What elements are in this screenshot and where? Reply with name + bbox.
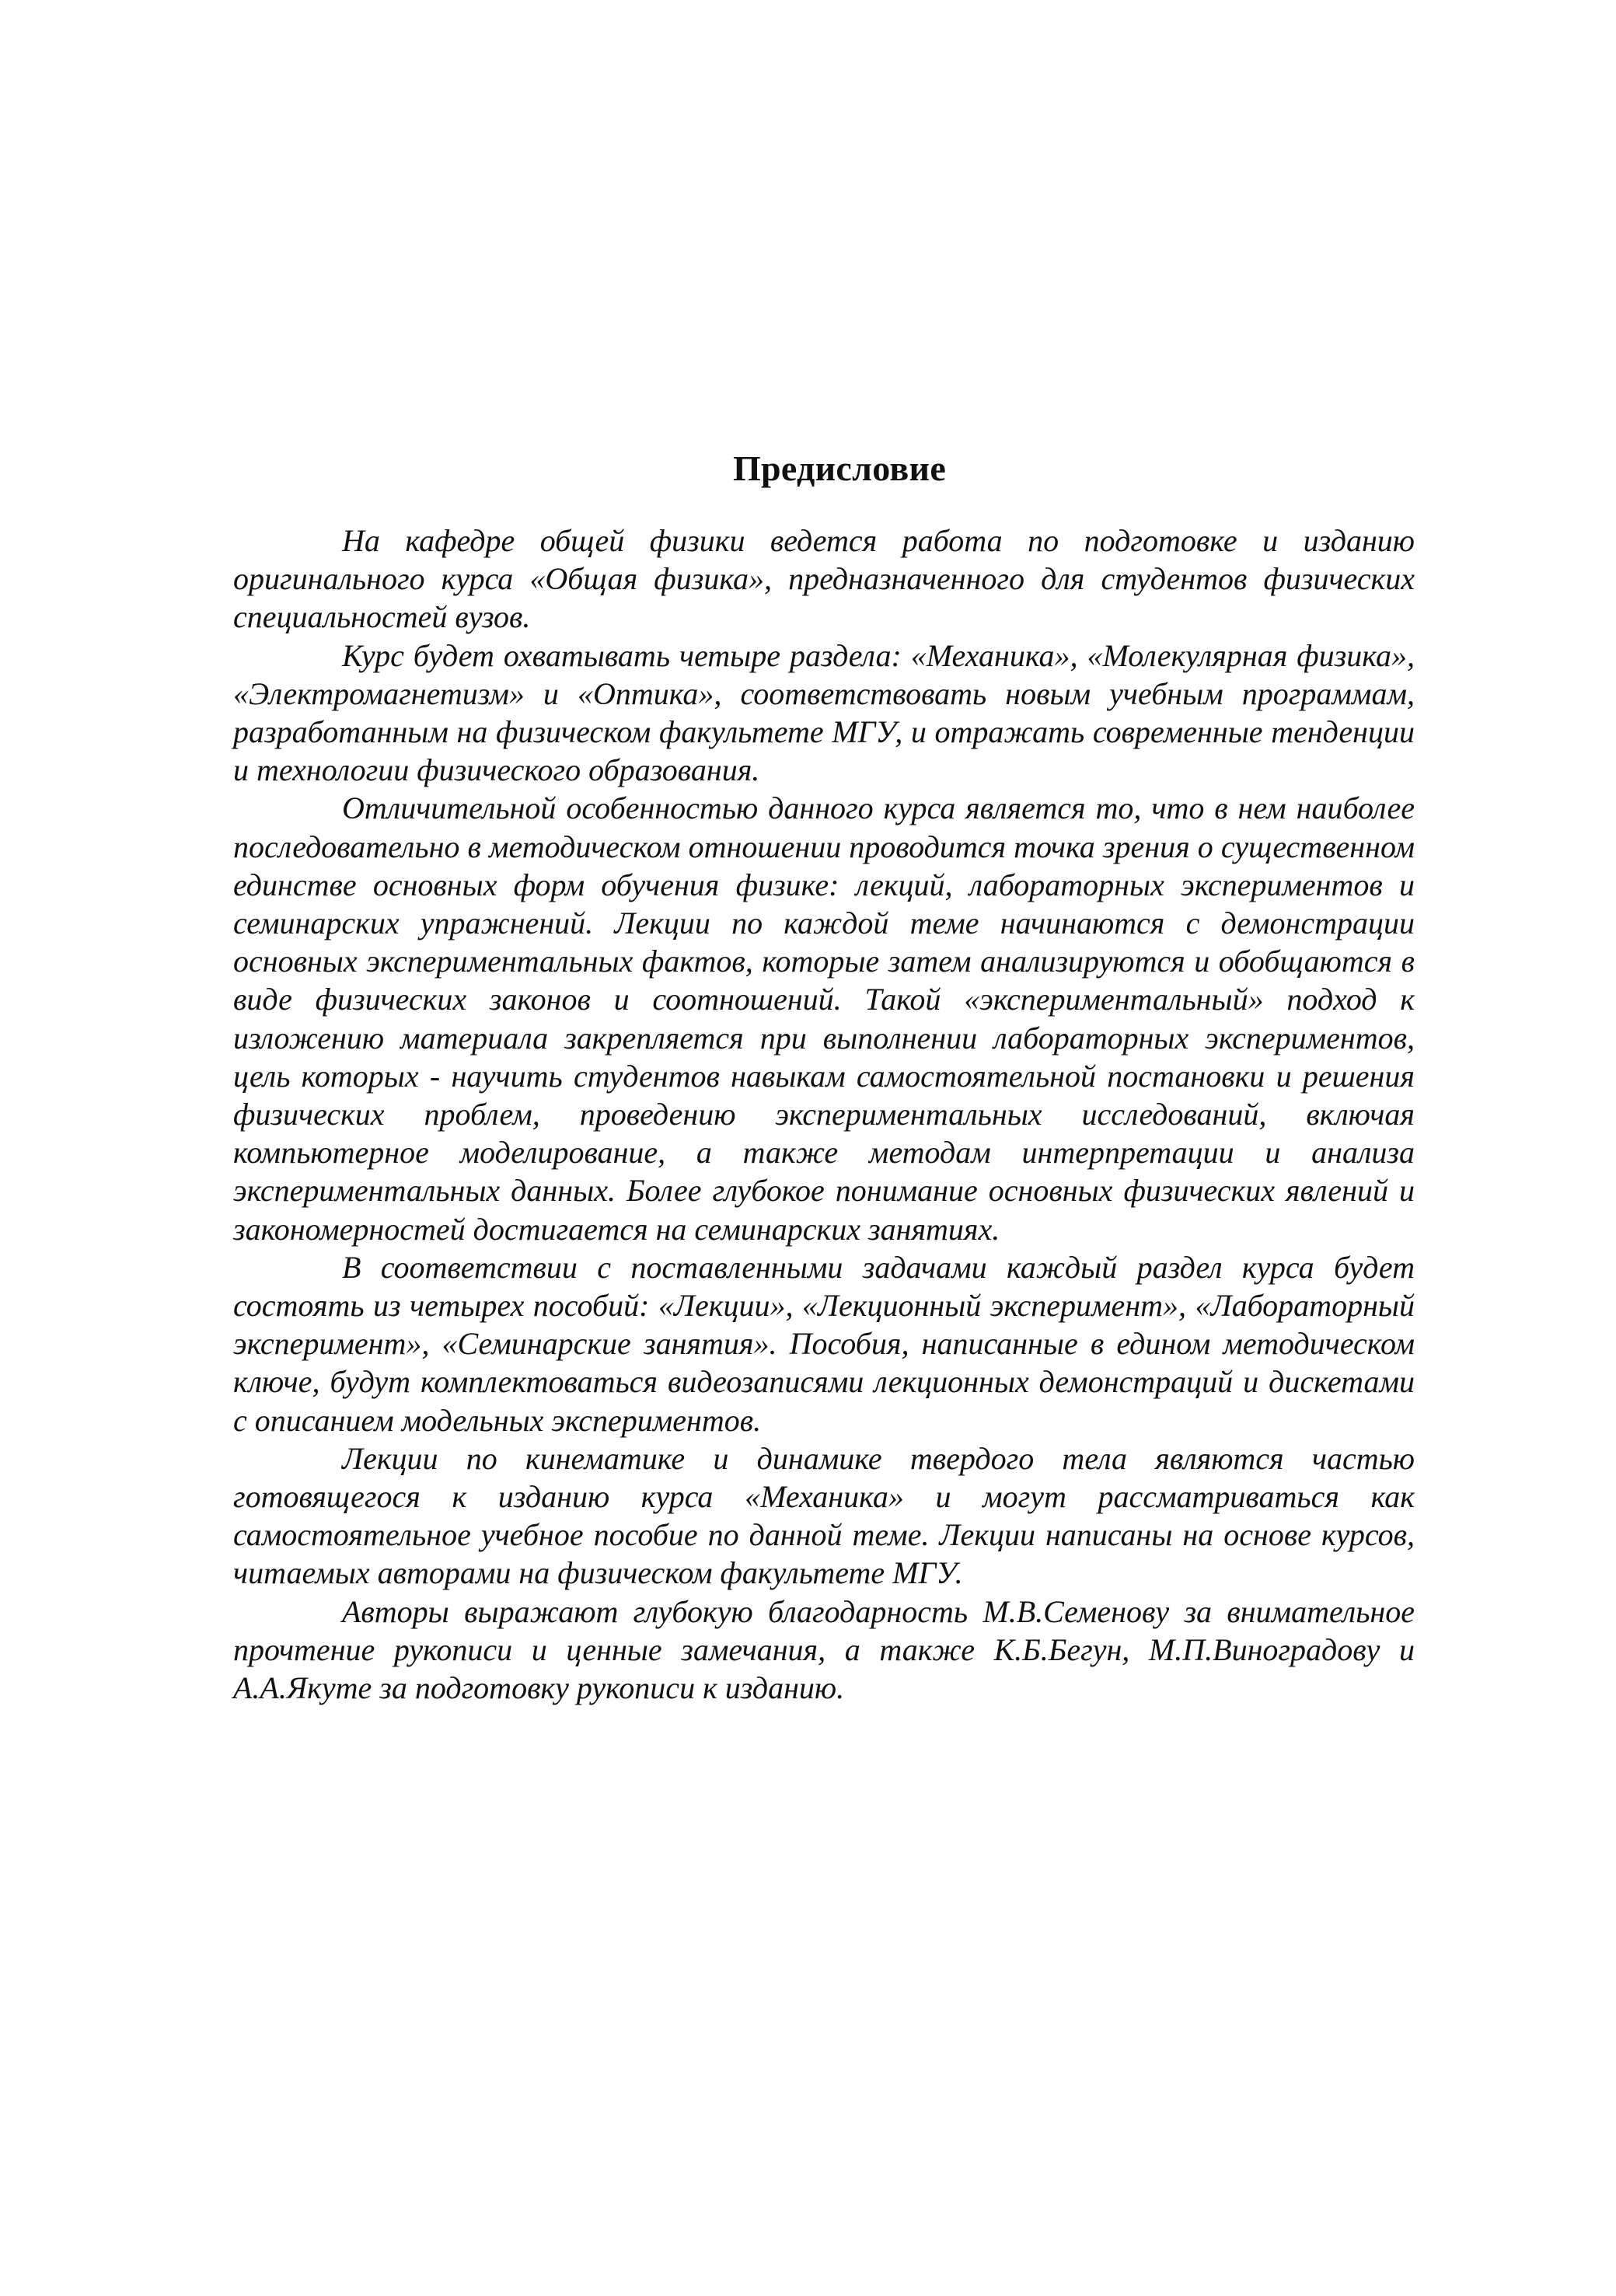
paragraph-4: В соответствии с поставленными задачами каждый раздел курса будет состоять из четырех пособий: «Лекции», «Лекционный эксперимент», «Лабораторный эксперимент», «Семинарские занятия». Пособия, написанные в едином методическом ключе, будут комплектоваться видеозаписями лекционных демонстраций и дискетами с описанием модельных экспериментов. — [233, 1249, 1415, 1438]
page-title: Предисловие — [732, 448, 947, 488]
paragraph-1: На кафедре общей физики ведется работа по подготовке и изданию оригинального курса «Общая физика», предназначенного для студентов физических специальностей вузов. — [233, 523, 1415, 635]
paragraph-3: Отличительной особенностью данного курса является то, что в нем наиболее последовательно в методическом отношении проводится точка зрения о существенном единстве основных форм обучения физике: лекций, лабораторных экспериментов и семинарских упражнений. Лекции по каждой теме начинаются с демонстрации основных экспериментальных фактов, которые затем анализируются и обобщаются в виде физических законов и соотношений. Такой «экспериментальный» подход к изложению материала закрепляется при выполнении лабораторных экспериментов, цель которых - научить студентов навыкам самостоятельной постановки и решения физических проблем, проведению экспериментальных исследований, включая компьютерное моделирование, а также методам интерпретации и анализа экспериментальных данных. Более глубокое понимание основных физических явлений и закономерностей достигается на семинарских занятиях. — [233, 790, 1415, 1247]
paragraph-5: Лекции по кинематике и динамике твердого тела являются частью готовящегося к изданию курса «Механика» и могут рассматриваться как самостоятельное учебное пособие по данной теме. Лекции написаны на основе курсов, читаемых авторами на физическом факультете МГУ. — [233, 1440, 1415, 1591]
paragraph-2: Курс будет охватывать четыре раздела: «Механика», «Молекулярная физика», «Электромагнетизм» и «Оптика», соответствовать новым учебным программам, разработанным на физическом факультете МГУ, и отражать современные тенденции и технологии физического образования. — [233, 637, 1415, 788]
page — [233, 447, 1415, 1707]
paragraph-6: Авторы выражают глубокую благодарность М.В.Семенову за внимательное прочтение рукописи и ценные замечания, а также К.Б.Бегун, М.П.Виноградову и А.А.Якуте за подготовку рукописи к изданию. — [233, 1593, 1415, 1706]
